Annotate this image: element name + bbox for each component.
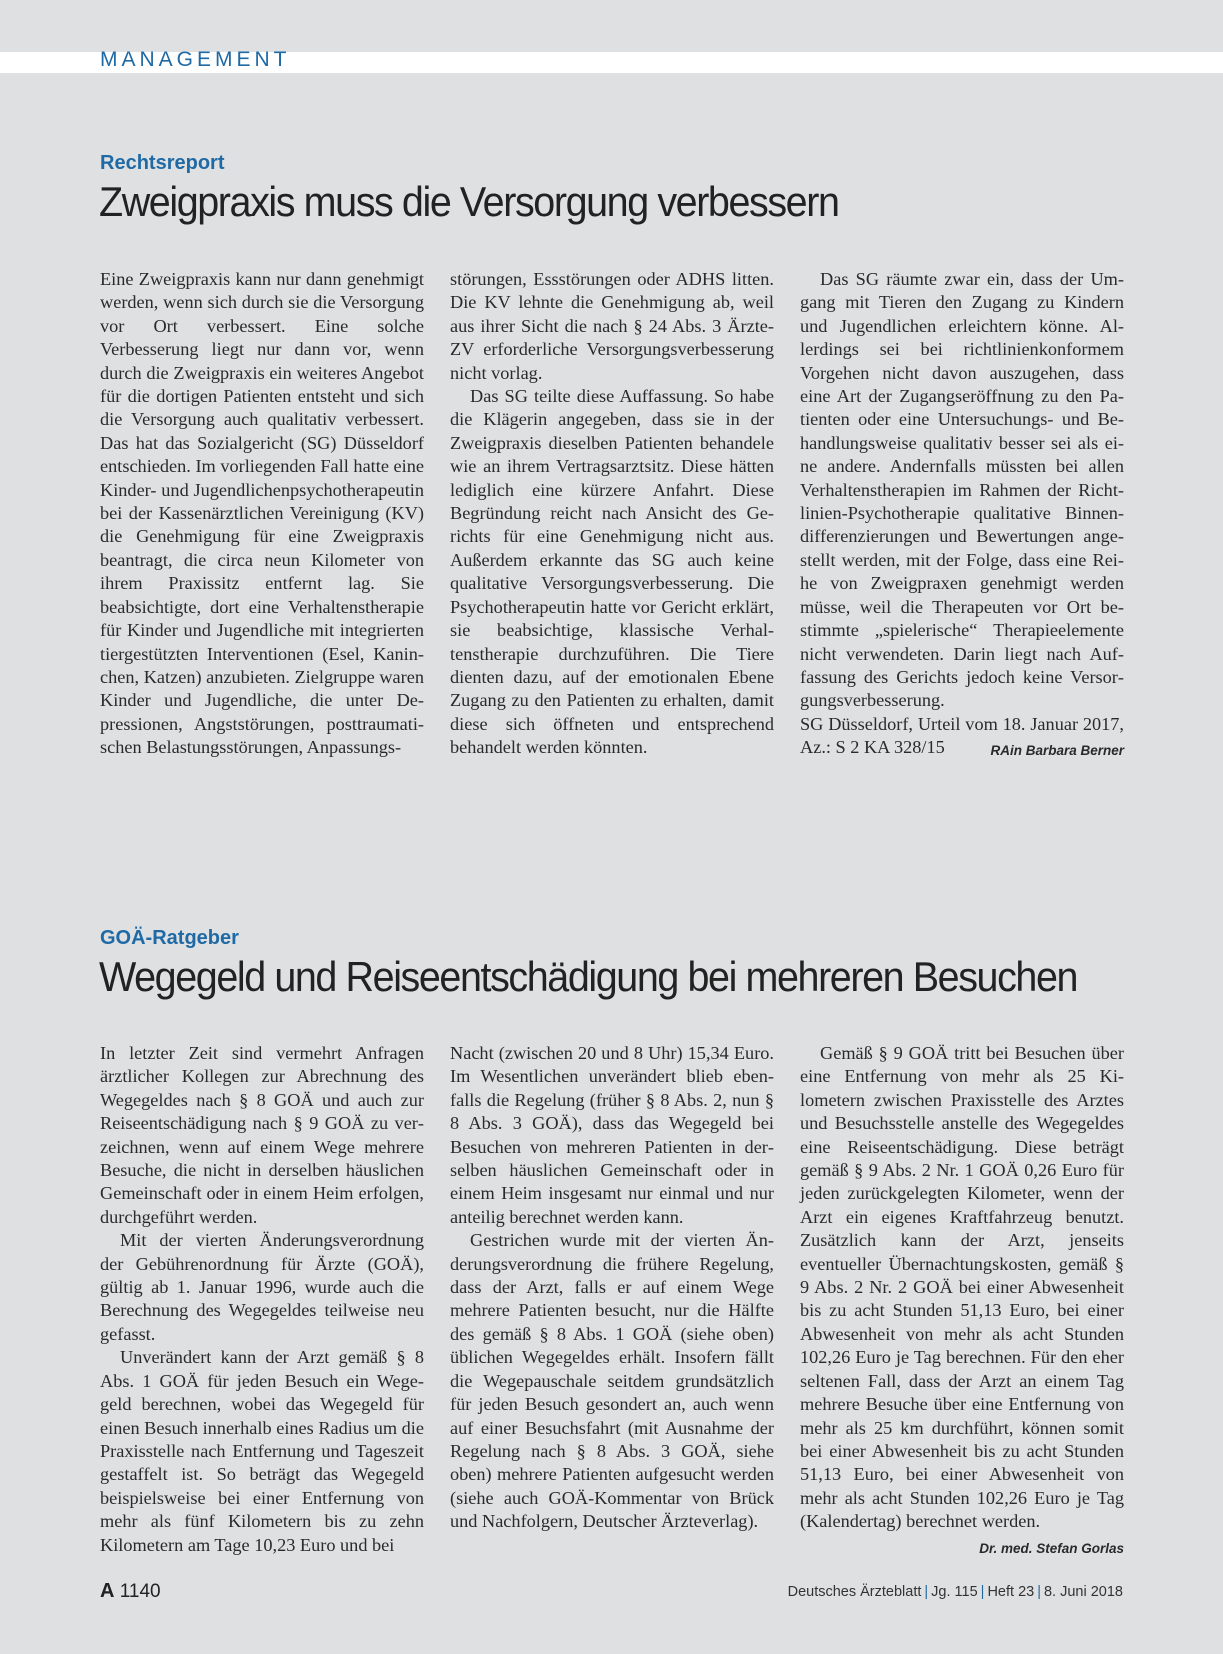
paragraph: Unverändert kann der Arzt gemäß § 8 Abs. 1 GOÄ für jeden Besuch ein Wegegeld berechnen, wobei das Wegegeld für einen Besuch innerhalb eines Radius um die Praxisstelle nach Entfernung und Tageszeit gestaffelt ist. So beträgt das Wegegeld beispielsweise bei einer Entfernung von mehr als fünf Kilometern bis zu zehn Kilometern am Tage 10,23 Euro und bei: [100, 1347, 424, 1555]
article1-column-1: [100, 268, 424, 760]
paragraph: Das SG räumte zwar ein, dass der Umgang mit Tieren den Zugang zu Kindern und Jugendlichen erleichtern könne. Allerdings sei bei richtlinienkonformem Vorgehen nicht davon auszugehen, dass eine Art der Zugangseröffnung zu den Patienten oder eine Untersuchungs- und Behandlungsweise qualitativ besser sei als eine andere. Andernfalls müssten bei allen Verhaltenstherapien im Rahmen der Richtlinien-Psychotherapie qualitative Binnendifferenzierungen und Bewertungen angestellt werden, mit der Folge, dass eine Reihe von Zweigpraxen genehmigt werden müsse, weil die Therapeuten vor Ort bestimmte „spielerische“ Therapieelemente nicht verwendeten. Darin liegt nach Auffassung des Gerichts jedoch keine Versorgungsverbesserung.: [800, 269, 1124, 711]
journal-date: 8. Juni 2018: [1043, 1584, 1123, 1600]
paragraph: Nacht (zwischen 20 und 8 Uhr) 15,34 Euro. Im Wesentlichen unverändert blieb ebenfalls die Regelung (früher § 8 Abs. 2, nun § 8 Abs. 3 GOÄ), dass das Wegegeld bei Besuchen von mehreren Patienten in derselben häuslichen Gemeinschaft oder in einem Heim insgesamt nur einmal und nur anteilig berechnet werden kann.: [450, 1043, 774, 1227]
journal-info: Deutsches Ärzteblatt | Jg. 115 | Heft 23 | 8. Juni 2018: [787, 1584, 1123, 1600]
paragraph: Eine Zweigpraxis kann nur dann genehmigt werden, wenn sich durch sie die Versorgung vor Ort verbessert. Eine solche Verbesserung liegt nur dann vor, wenn durch die Zweigpraxis ein weiteres Angebot für die dortigen Patienten entsteht und sich die Versorgung auch qualitativ verbessert. Das hat das Sozialgericht (SG) Düsseldorf entschieden. Im vorliegenden Fall hatte eine Kinder- und Jugendlichenpsychotherapeutin bei der Kassenärztlichen Vereinigung (KV) die Genehmigung für eine Zweigpraxis beantragt, die circa neun Kilometer von ihrem Praxissitz entfernt lag. Sie beabsichtigte, dort eine Verhaltenstherapie für Kinder und Jugendliche mit integrierten tiergestützten Interventionen (Esel, Kaninchen, Katzen) anzubieten. Zielgruppe waren Kinder und Jugendliche, die unter Depressionen, Angststörungen, posttraumatischen Belastungsstörungen, Anpassungs-: [100, 269, 424, 758]
page-prefix: A: [100, 1580, 115, 1602]
journal-issue: Heft 23: [987, 1584, 1035, 1600]
paragraph: [800, 1042, 1124, 1556]
article2-kicker: GOÄ-Ratgeber: [100, 927, 239, 949]
page-number: [100, 1580, 161, 1603]
paragraph: Das SG teilte diese Auffassung. So habe die Klägerin angegeben, dass sie in der Zweigpraxis dieselben Patienten behandele wie an ihrem Vertragsarztsitz. Diese hätten lediglich eine kürzere Anfahrt. Diese Begründung reicht nach Ansicht des Gerichts für eine Genehmigung nicht aus. Außerdem erkannte das SG auch keine qualitative Versorgungsverbesserung. Die Psychotherapeutin hatte vor Gericht erklärt, sie beabsichtige, klassische Verhaltenstherapie durchzuführen. Die Tiere dienten dazu, auf der emotionalen Ebene Zugang zu den Patienten zu erhalten, damit diese sich öffneten und entsprechend behandelt werden könnten.: [450, 386, 774, 758]
paragraph-text: Gemäß § 9 GOÄ tritt bei Besuchen über eine Entfernung von mehr als 25 Kilometern zwischen Praxisstelle des Arztes und Besuchsstelle anstelle des Wegegeldes eine Reiseentschädigung. Diese beträgt gemäß § 9 Abs. 2 Nr. 1 GOÄ 0,26 Euro für jeden zurückgelegten Kilometer, wenn der Arzt ein eigenes Kraftfahrzeug benutzt. Zusätzlich kann der Arzt, jenseits eventueller Übernachtungskosten, gemäß § 9 Abs. 2 Nr. 2 GOÄ bei einer Abwesenheit bis zu acht Stunden 51,13 Euro, bei einer Abwesenheit von mehr als acht Stunden 102,26 Euro je Tag berechnen. Für den eher seltenen Fall, dass der Arzt an einem Tag mehrere Besuche über eine Entfernung von mehr als 25 km durchführt, können somit bei einer Abwesenheit bis zu acht Stunden 51,13 Euro, bei einer Abwesenheit von mehr als acht Stunden 102,26 Euro je Tag (Kalendertag) berechnet werden.: [800, 1043, 1124, 1532]
article2-column-3: [800, 1042, 1124, 1560]
paragraph: Gestrichen wurde mit der vierten Änderungsverordnung die frühere Regelung, dass der Arzt, falls er auf einem Wege mehrere Patienten besucht, nur die Hälfte des gemäß § 8 Abs. 1 GOÄ (siehe oben) üblichen Wegegeldes erhält. Insofern fällt die Wegepauschale seitdem grundsätzlich für jeden Besuch gesondert an, auch wenn auf einer Besuchsfahrt (mit Ausnahme der Regelung nach § 8 Abs. 3 GOÄ, siehe oben) mehrere Patienten aufgesucht werden (siehe auch GOÄ-Kommentar von Brück und Nachfolgern, Deutscher Ärzteverlag).: [450, 1230, 774, 1532]
article1-kicker: Rechtsreport: [100, 152, 225, 174]
article2-column-2: [450, 1042, 774, 1534]
article2-column-1: [100, 1042, 424, 1557]
article1-column-3: [800, 268, 1124, 763]
article2-author: Dr. med. Stefan Gorlas: [979, 1540, 1124, 1556]
page-number-value: 1140: [119, 1581, 161, 1602]
paragraph: In letzter Zeit sind vermehrt Anfragen ärztlicher Kollegen zur Abrechnung des Wegegeldes nach § 8 GOÄ und auch zur Reiseentschädigung nach § 9 GOÄ zu verzeichnen, wenn auf einem Wege mehrere Besuche, die nicht in derselben häuslichen Gemeinschaft oder in einem Heim erfolgen, durchgeführt werden.: [100, 1043, 424, 1227]
citation: [800, 713, 1124, 760]
journal-name: Deutsches Ärzteblatt: [787, 1584, 922, 1600]
article1-column-2: [450, 268, 774, 760]
article1-author: RAin Barbara Berner: [990, 743, 1124, 759]
section-label: MANAGEMENT: [100, 48, 291, 71]
article1-title: Zweigpraxis muss die Versorgung verbessern: [99, 178, 839, 225]
paragraph: Mit der vierten Änderungsverordnung der Gebührenordnung für Ärzte (GOÄ), gültig ab 1. Januar 1996, wurde auch die Berechnung des Wegegeldes teilweise neu gefasst.: [100, 1230, 424, 1344]
citation-text: SG Düsseldorf, Urteil vom 18. Januar 2017, Az.: S 2 KA 328/15: [800, 713, 1124, 758]
article2-title: Wegegeld und Reiseentschädigung bei mehreren Besuchen: [99, 953, 1078, 1000]
journal-volume: Jg. 115: [931, 1584, 978, 1600]
paragraph: störungen, Essstörungen oder ADHS litten. Die KV lehnte die Genehmigung ab, weil aus ihrer Sicht die nach § 24 Abs. 3 Ärzte-ZV erforderliche Versorgungsverbesserung nicht vorlag.: [450, 269, 774, 383]
